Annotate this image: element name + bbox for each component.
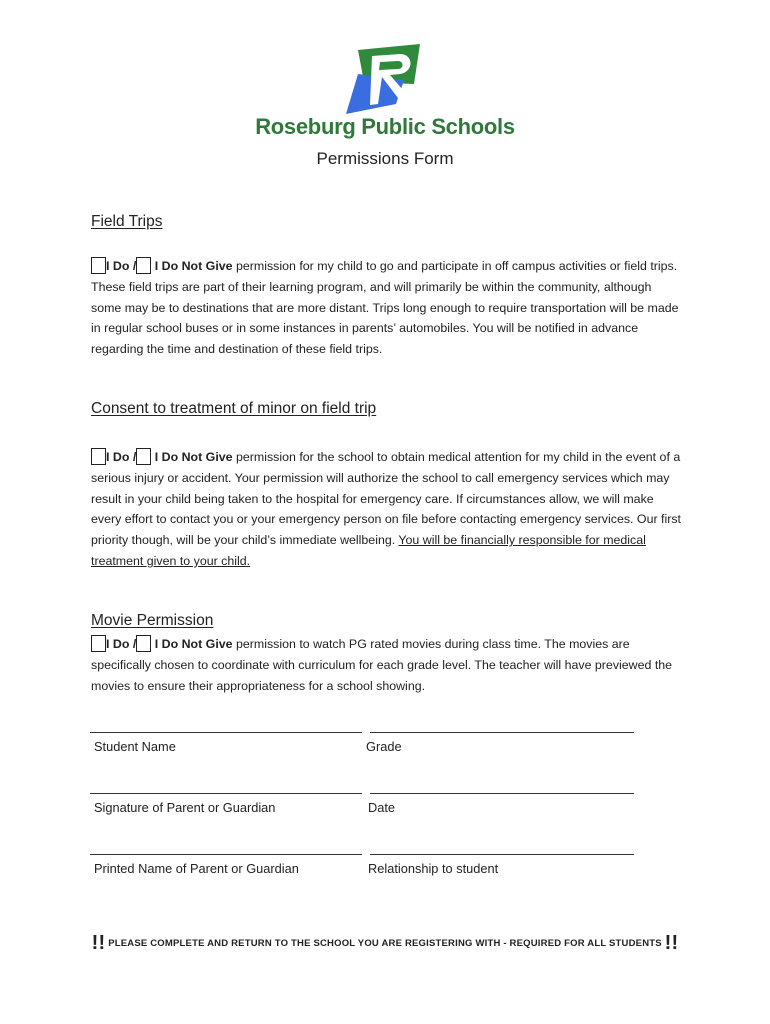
field-trips-title: Field Trips (91, 213, 163, 230)
movie-do-not-checkbox[interactable] (136, 635, 151, 652)
field-trips-do-checkbox[interactable] (91, 257, 106, 274)
student-name-line[interactable] (90, 732, 362, 733)
student-name-label: Student Name (94, 739, 176, 754)
footer-mark-left: !! (91, 932, 106, 954)
consent-text: permission for the school to obtain medical attention for my child in the event of a serious injury or accident. Your permission will authorize the school to call emergency services which may result in your child being taken to the hospital for emergency care. If circumstances allow, we will make every effort to contact you or your emergency person on file before contacting emergency services. Our first priority though, will be your child’s immediate wellbeing. (91, 450, 681, 548)
form-title: Permissions Form (316, 149, 454, 168)
consent-paragraph (91, 447, 681, 572)
signature-label: Signature of Parent or Guardian (94, 800, 276, 815)
consent-do-not-label: I Do Not Give (154, 450, 233, 464)
consent-do-label: I Do / (106, 450, 137, 464)
consent-title: Consent to treatment of minor on field trip (91, 400, 377, 417)
consent-do-not-checkbox[interactable] (136, 448, 151, 465)
grade-line[interactable] (370, 732, 634, 733)
field-trips-do-not-label: I Do Not Give (154, 259, 233, 273)
field-trips-paragraph (91, 256, 681, 360)
consent-do-checkbox[interactable] (91, 448, 106, 465)
printed-name-line[interactable] (90, 854, 362, 855)
relationship-label: Relationship to student (368, 861, 499, 876)
movie-title: Movie Permission (91, 612, 214, 629)
movie-do-checkbox[interactable] (91, 635, 106, 652)
footer-mark-right: !! (664, 932, 679, 954)
movie-paragraph (91, 634, 681, 696)
signature-line[interactable] (90, 793, 362, 794)
footer-text: PLEASE COMPLETE AND RETURN TO THE SCHOOL YOU ARE REGISTERING WITH - REQUIRED FOR ALL STUDENTS (108, 938, 662, 949)
movie-do-label: I Do / (106, 637, 137, 651)
field-trips-do-label: I Do / (106, 259, 137, 273)
printed-name-label: Printed Name of Parent or Guardian (94, 861, 299, 876)
footer-notice (0, 932, 770, 955)
rps-logo-icon (344, 44, 426, 114)
movie-do-not-label: I Do Not Give (154, 637, 233, 651)
date-line[interactable] (370, 793, 634, 794)
school-name: Roseburg Public Schools (255, 114, 515, 139)
field-trips-do-not-checkbox[interactable] (136, 257, 151, 274)
movie-text: permission to watch PG rated movies during class time. The movies are specifically chosen to coordinate with curriculum for each grade level. The teacher will have previewed the movies to ensure their appropriateness for a school showing. (91, 637, 673, 693)
relationship-line[interactable] (370, 854, 634, 855)
grade-label: Grade (366, 739, 402, 754)
consent-financial-note: You will be financially responsible for medical treatment given to your child. (91, 533, 646, 568)
date-label: Date (368, 800, 396, 815)
field-trips-text: permission for my child to go and participate in off campus activities or field trips. These field trips are part of their learning program, and will primarily be within the community, although some may be to destinations that are more distant. Trips long enough to require transportation will be made in regular school buses or in some instances in parents’ automobiles. You will be notified in advance regarding the time and destination of these field trips. (91, 259, 679, 357)
